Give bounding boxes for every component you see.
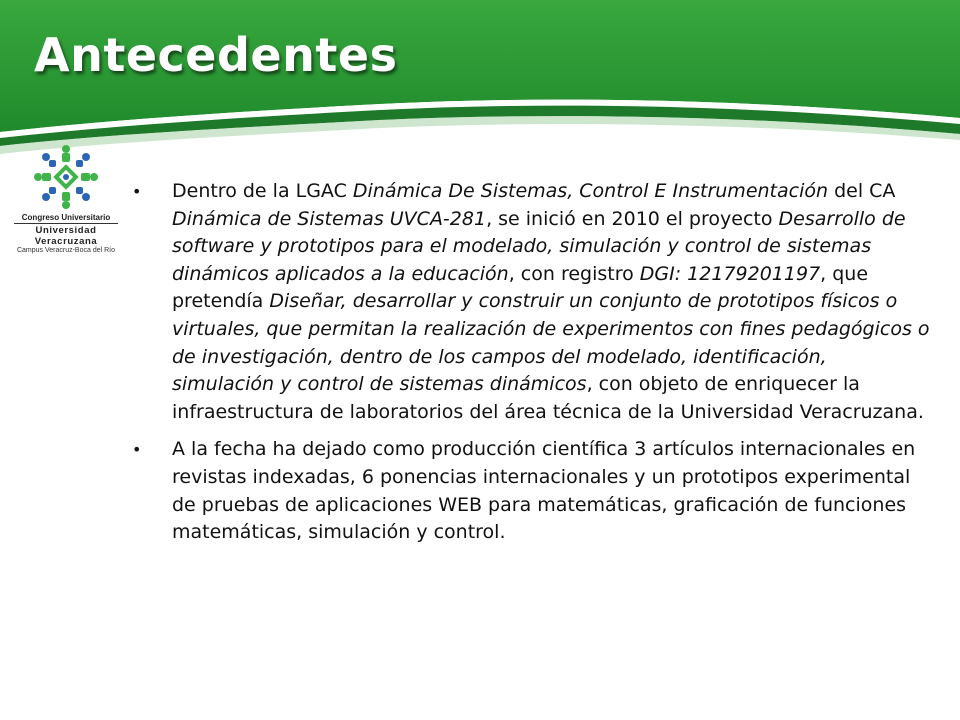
logo-divider <box>14 223 118 224</box>
logo-campus-label: Campus Veracruz-Boca del Río <box>16 247 116 254</box>
text-run-italic: Dinámica de Sistemas UVCA-281 <box>172 207 487 230</box>
bullet-marker: • <box>132 182 142 201</box>
text-run: A la fecha ha dejado como producción científica 3 artículos internacionales en revistas indexadas, 6 ponencias internacionales y un prototipos experimental de pruebas de aplicaciones WEB para matemáticas, graficación de funciones matemáticas, simulación y control. <box>172 438 916 544</box>
text-run: Dentro de la LGAC <box>172 180 353 202</box>
text-run: , que pretendía <box>172 262 869 313</box>
text-run-italic: Diseñar, desarrollar y construir un conjunto de prototipos físicos o virtuales, que permitan la realización de experimentos con fines pedagógicos o de investigación, dentro de los campos del modelado, identificación, simulación y control de sistemas dinámicos <box>172 290 930 396</box>
university-logo <box>8 142 124 254</box>
header-wave-graphic <box>0 0 960 170</box>
text-run-italic: Desarrollo de software y prototipos para el modelado, simulación y control de sistemas dinámicos aplicados a la educación <box>172 207 906 285</box>
text-run: del CA <box>828 180 896 202</box>
slide-content <box>132 178 932 557</box>
text-run: , con registro <box>508 262 640 285</box>
bullet-item <box>132 436 932 546</box>
logo-congress-label: Congreso Universitario <box>21 213 111 222</box>
text-run: , se inició en 2010 el proyecto <box>486 207 779 230</box>
logo-university-label: Universidad Veracruzana <box>34 225 98 247</box>
header-banner <box>0 0 960 170</box>
text-run: , con objeto de enriquecer la infraestructura de laboratorios del área técnica de la Universidad Veracruzana. <box>172 373 924 423</box>
bullet-item <box>132 178 932 426</box>
text-run-italic: DGI: 12179201197 <box>639 262 821 285</box>
text-run-italic: Dinámica De Sistemas, Control E Instrumentación <box>352 180 829 202</box>
slide-title: Antecedentes <box>34 28 398 82</box>
bullet-text <box>172 436 932 546</box>
congress-emblem-icon <box>31 142 101 212</box>
bullet-marker: • <box>132 440 142 460</box>
bullet-text <box>172 178 932 426</box>
